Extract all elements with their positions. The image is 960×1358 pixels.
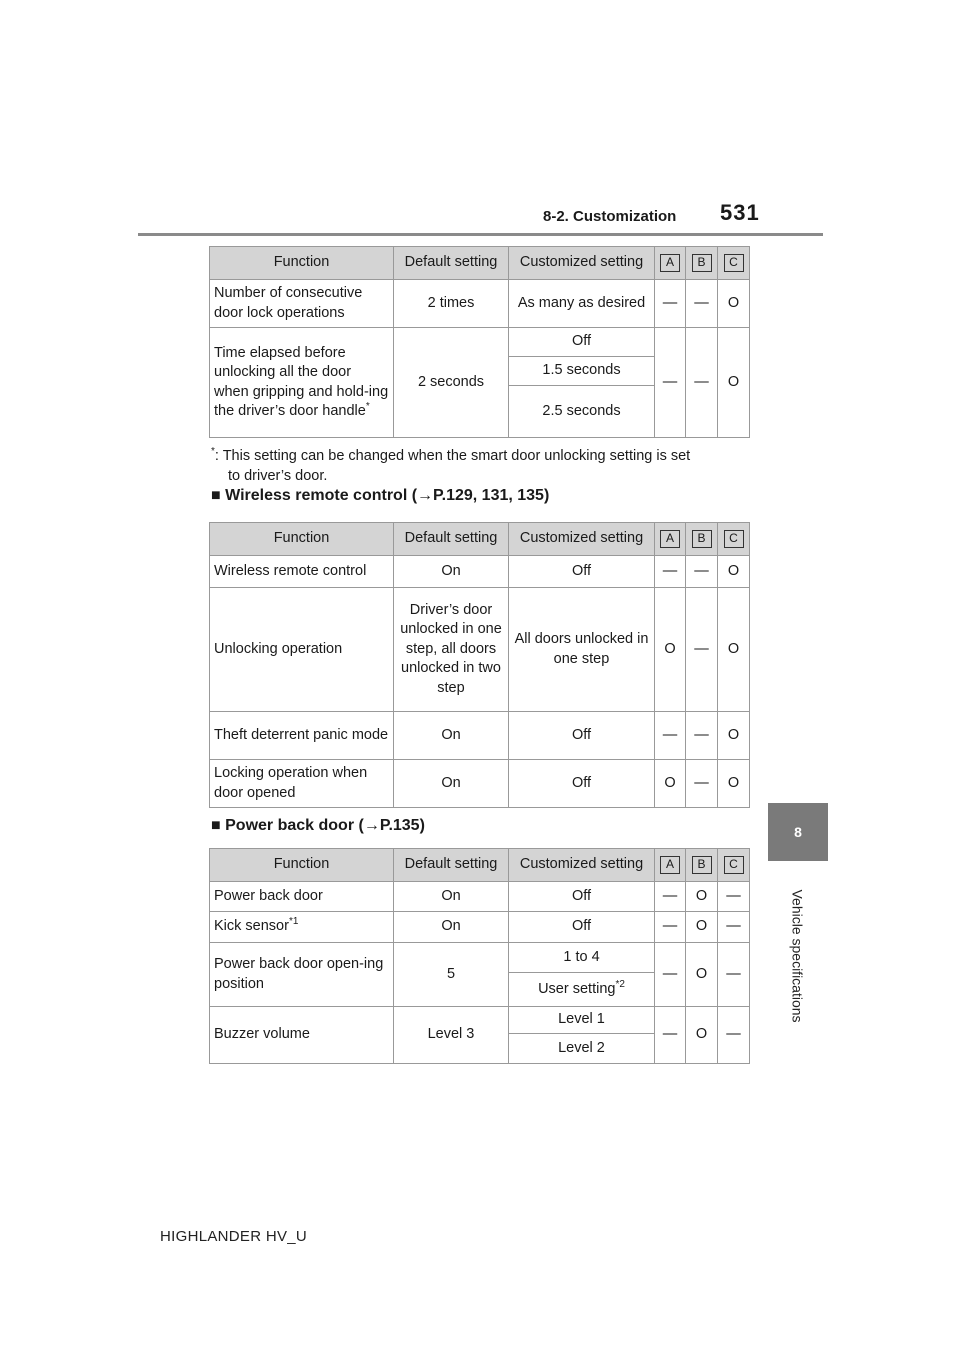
cell-function: Power back door xyxy=(210,882,394,912)
cell-customized: Level 2 xyxy=(509,1034,655,1064)
section-heading-wireless-remote: ■ Wireless remote control (→P.129, 131, 135) xyxy=(211,487,550,504)
footnote-mark: *2 xyxy=(615,978,625,990)
col-customized: Customized setting xyxy=(509,849,655,882)
power-back-door-table xyxy=(209,848,750,1064)
col-c-badge: C xyxy=(724,530,744,548)
cell-c: O xyxy=(718,760,750,808)
section-title: 8-2. Customization xyxy=(543,208,677,225)
cell-function: Unlocking operation xyxy=(210,588,394,712)
cell-customized: All doors unlocked in one step xyxy=(509,588,655,712)
cell-customized: Off xyxy=(509,882,655,912)
col-c-badge: C xyxy=(724,254,744,272)
cell-customized: Off xyxy=(509,556,655,588)
table-header-row xyxy=(210,247,750,280)
cell-a: — xyxy=(655,328,686,438)
cell-default: 5 xyxy=(394,943,509,1007)
door-lock-settings-table xyxy=(209,246,750,438)
cell-function: Locking operation when door opened xyxy=(210,760,394,808)
cell-function: Kick sensor$^{*1}$ xyxy=(210,912,394,943)
footnote-mark: * xyxy=(365,401,370,413)
arrow-right-icon: → xyxy=(417,487,434,504)
cell-b: — xyxy=(686,556,718,588)
cell-b: — xyxy=(686,712,718,760)
cell-c: O xyxy=(718,328,750,438)
header-divider xyxy=(138,233,823,236)
cell-c: O xyxy=(718,280,750,328)
cell-default: Driver’s door unlocked in one step, all doors unlocked in two step xyxy=(394,588,509,712)
cell-a: — xyxy=(655,882,686,912)
chapter-label xyxy=(770,873,826,1038)
col-default: Default setting xyxy=(394,523,509,556)
col-c-badge: C xyxy=(724,856,744,874)
col-function: Function xyxy=(210,523,394,556)
cell-customized: As many as desired xyxy=(509,280,655,328)
cell-function: Wireless remote control xyxy=(210,556,394,588)
table-header-row xyxy=(210,849,750,882)
cell-b: — xyxy=(686,760,718,808)
cell-default: On xyxy=(394,556,509,588)
cell-default: On xyxy=(394,712,509,760)
page-reference[interactable]: P.135) xyxy=(379,817,425,834)
bullet-square: ■ xyxy=(211,487,221,504)
cell-function: Power back door open-ing position xyxy=(210,943,394,1007)
col-customized: Customized setting xyxy=(509,523,655,556)
arrow-right-icon: → xyxy=(363,817,380,834)
chapter-number: 8 xyxy=(794,824,802,840)
cell-function: Number of consecutive door lock operations xyxy=(210,280,394,328)
table-row xyxy=(210,328,750,357)
cell-a: O xyxy=(655,588,686,712)
table-row xyxy=(210,882,750,912)
bullet-square: ■ xyxy=(211,817,221,834)
cell-c: O xyxy=(718,712,750,760)
cell-default: On xyxy=(394,760,509,808)
page-number: 531 xyxy=(720,200,760,225)
cell-a: — xyxy=(655,556,686,588)
table-header-row xyxy=(210,523,750,556)
col-default: Default setting xyxy=(394,849,509,882)
cell-a: — xyxy=(655,280,686,328)
cell-b: — xyxy=(686,328,718,438)
cell-b: O xyxy=(686,1007,718,1064)
section-heading-power-back-door: ■ Power back door (→P.135) xyxy=(211,817,425,834)
cell-b: O xyxy=(686,912,718,943)
cell-default: On xyxy=(394,882,509,912)
table-row xyxy=(210,912,750,943)
cell-b: O xyxy=(686,943,718,1007)
chapter-label-text: Vehicle specifications xyxy=(790,888,807,1023)
table-row xyxy=(210,712,750,760)
cell-default: On xyxy=(394,912,509,943)
cell-c: — xyxy=(718,912,750,943)
col-b-badge: B xyxy=(692,254,712,272)
cell-c: O xyxy=(718,556,750,588)
cell-c: — xyxy=(718,943,750,1007)
col-default: Default setting xyxy=(394,247,509,280)
cell-function: Time elapsed before unlocking all the door when gripping and hold-ing the driver’s door handle* xyxy=(210,328,394,438)
cell-default: 2 times xyxy=(394,280,509,328)
cell-a: O xyxy=(655,760,686,808)
col-function: Function xyxy=(210,849,394,882)
cell-function: Theft deterrent panic mode xyxy=(210,712,394,760)
cell-b: — xyxy=(686,588,718,712)
cell-customized: Off xyxy=(509,912,655,943)
cell-c: — xyxy=(718,882,750,912)
cell-function: Buzzer volume xyxy=(210,1007,394,1064)
footnote-mark: *1 xyxy=(288,916,299,928)
cell-default: Level 3 xyxy=(394,1007,509,1064)
footnote: *: This setting can be changed when the smart door unlocking setting is set to driver’s door. xyxy=(211,446,691,484)
col-function: Function xyxy=(210,247,394,280)
col-b-badge: B xyxy=(692,530,712,548)
table-row xyxy=(210,760,750,808)
page-reference[interactable]: P.129, 131, 135) xyxy=(433,487,550,504)
cell-customized: 1.5 seconds xyxy=(509,357,655,386)
cell-a: — xyxy=(655,1007,686,1064)
cell-a: — xyxy=(655,943,686,1007)
table-row xyxy=(210,943,750,973)
cell-c: — xyxy=(718,1007,750,1064)
col-a-badge: A xyxy=(660,856,680,874)
col-a-badge: A xyxy=(660,254,680,272)
cell-b: O xyxy=(686,882,718,912)
cell-a: — xyxy=(655,912,686,943)
cell-customized: Off xyxy=(509,760,655,808)
chapter-tab xyxy=(768,803,828,861)
cell-b: — xyxy=(686,280,718,328)
cell-customized: User setting$^{*2}$ xyxy=(509,973,655,1007)
cell-customized: Off xyxy=(509,328,655,357)
table-row xyxy=(210,556,750,588)
col-a-badge: A xyxy=(660,530,680,548)
cell-default: 2 seconds xyxy=(394,328,509,438)
cell-customized: Off xyxy=(509,712,655,760)
cell-c: O xyxy=(718,588,750,712)
cell-customized: 1 to 4 xyxy=(509,943,655,973)
wireless-remote-table xyxy=(209,522,750,808)
cell-a: — xyxy=(655,712,686,760)
table-row xyxy=(210,588,750,712)
col-customized: Customized setting xyxy=(509,247,655,280)
cell-customized: Level 1 xyxy=(509,1007,655,1034)
col-b-badge: B xyxy=(692,856,712,874)
table-row xyxy=(210,1007,750,1034)
footer-model: HIGHLANDER HV_U xyxy=(160,1228,308,1245)
cell-customized: 2.5 seconds xyxy=(509,386,655,438)
table-row xyxy=(210,280,750,328)
